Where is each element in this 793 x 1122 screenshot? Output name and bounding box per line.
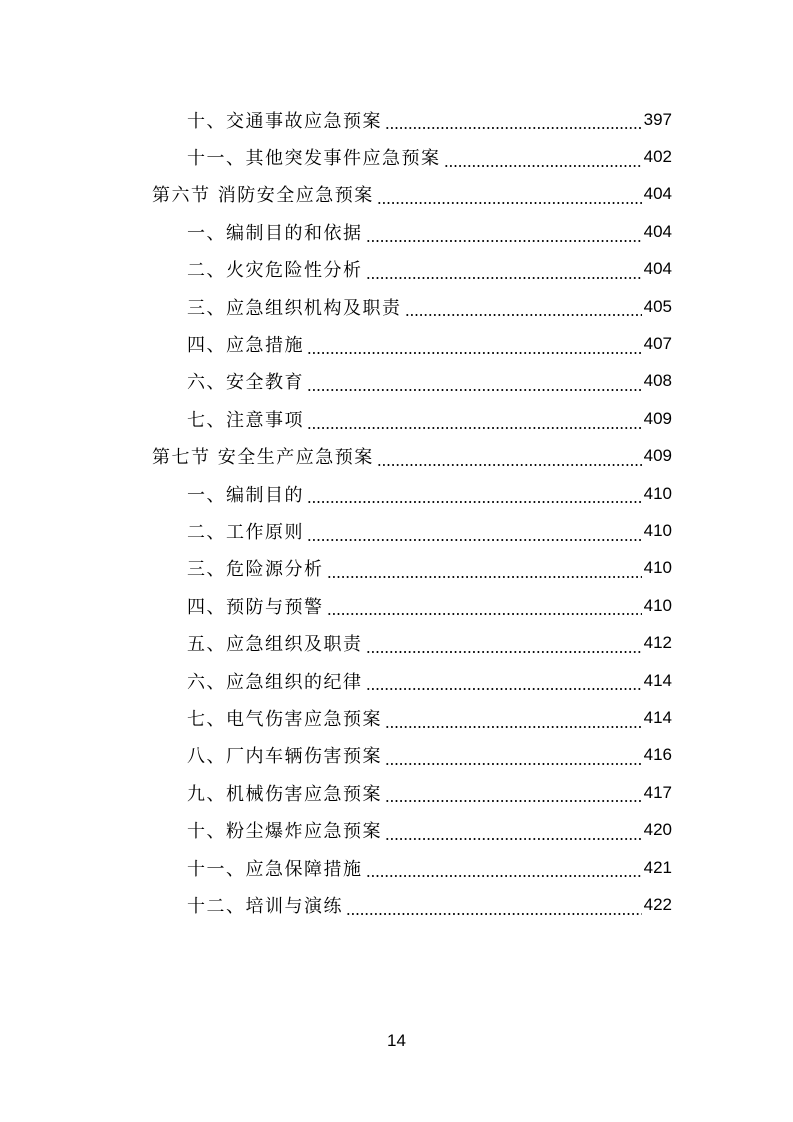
toc-entry-line [152,176,672,213]
toc-entry-title: 第七节 安全生产应急预案 [152,447,374,469]
toc-entry-line [187,512,672,549]
toc-dot-leader [444,150,642,168]
toc-entry-page: 402 [643,147,672,167]
toc-entry-page: 417 [643,782,672,802]
toc-entry[interactable] [0,325,793,362]
toc-entry-line [187,363,672,400]
toc-entry-line [187,811,672,848]
toc-entry-page: 416 [643,745,672,765]
toc-entry-page: 410 [643,595,672,615]
toc-entry-page: 414 [643,707,672,727]
toc-entry-title: 五、应急组织及职责 [187,634,363,656]
toc-entry-page: 421 [643,857,672,877]
toc-entry-title: 十二、培训与演练 [187,895,343,917]
toc-entry-title: 九、机械伤害应急预案 [187,783,382,805]
toc-dot-leader [327,598,642,616]
toc-entry-line [187,737,672,774]
toc-entry-title: 七、电气伤害应急预案 [187,708,382,730]
toc-entry[interactable] [0,101,793,138]
toc-entry-line [187,325,672,362]
toc-entry-line [187,774,672,811]
toc-entry-page: 412 [643,633,672,653]
toc-section-entry[interactable] [0,176,793,213]
toc-entry-line [187,550,672,587]
toc-entry[interactable] [0,662,793,699]
toc-entry-page: 422 [643,894,672,914]
toc-entry[interactable] [0,475,793,512]
toc-entry-title: 七、注意事项 [187,409,304,431]
toc-entry-title: 三、应急组织机构及职责 [187,297,402,319]
toc-entry-page: 410 [643,520,672,540]
toc-entry-title: 十、交通事故应急预案 [187,110,382,132]
toc-entry-title: 六、应急组织的纪律 [187,671,363,693]
toc-entry-line [187,101,672,138]
toc-entry[interactable] [0,213,793,250]
toc-dot-leader [307,337,642,355]
toc-dot-leader [346,898,642,916]
toc-dot-leader [385,785,642,803]
toc-dot-leader [327,561,642,579]
toc-entry-page: 420 [643,820,672,840]
toc-dot-leader [385,748,642,766]
toc-entry-line [187,699,672,736]
toc-entry-line [187,475,672,512]
toc-entry-page: 410 [643,558,672,578]
toc-dot-leader [377,187,642,205]
page-number: 14 [387,1031,406,1050]
toc-entry-line [187,400,672,437]
toc-dot-leader [307,374,642,392]
toc-entry[interactable] [0,811,793,848]
toc-entry-line [187,138,672,175]
toc-entry-title: 十一、其他突发事件应急预案 [187,148,441,170]
toc-entry[interactable] [0,400,793,437]
toc-section-entry[interactable] [0,438,793,475]
toc-dot-leader [405,299,642,317]
toc-entry[interactable] [0,737,793,774]
toc-entry-title: 四、预防与预警 [187,596,324,618]
toc-entry-title: 八、厂内车辆伤害预案 [187,746,382,768]
toc-entry[interactable] [0,363,793,400]
toc-entry-title: 第六节 消防安全应急预案 [152,185,374,207]
toc-entry-title: 十一、应急保障措施 [187,858,363,880]
toc-entry-title: 二、工作原则 [187,521,304,543]
toc-entry-page: 410 [643,483,672,503]
toc-dot-leader [366,262,642,280]
toc-entry-page: 404 [643,184,672,204]
toc-entry-page: 397 [643,109,672,129]
toc-dot-leader [377,449,642,467]
toc-dot-leader [385,711,642,729]
toc-entry-line [187,587,672,624]
toc-entry[interactable] [0,774,793,811]
toc-entry-line [187,662,672,699]
toc-dot-leader [307,524,642,542]
toc-dot-leader [385,823,642,841]
toc-entry-page: 409 [643,408,672,428]
toc-entry-page: 414 [643,670,672,690]
toc-dot-leader [366,636,642,654]
toc-entry-page: 407 [643,334,672,354]
toc-entry-page: 404 [643,221,672,241]
toc-entry[interactable] [0,587,793,624]
toc-dot-leader [385,112,642,130]
toc-entry-title: 六、安全教育 [187,372,304,394]
toc-entry-title: 一、编制目的和依据 [187,222,363,244]
toc-entry[interactable] [0,624,793,661]
toc-entry-title: 四、应急措施 [187,335,304,357]
toc-dot-leader [366,225,642,243]
toc-entry[interactable] [0,849,793,886]
toc-entry[interactable] [0,886,793,923]
toc-entry-page: 409 [643,446,672,466]
toc-entry[interactable] [0,512,793,549]
table-of-contents [0,101,793,924]
toc-entry-line [187,886,672,923]
toc-entry[interactable] [0,550,793,587]
toc-entry[interactable] [0,288,793,325]
toc-dot-leader [307,412,642,430]
toc-entry-page: 404 [643,259,672,279]
toc-dot-leader [366,673,642,691]
toc-entry-page: 408 [643,371,672,391]
toc-entry-title: 三、危险源分析 [187,559,324,581]
toc-dot-leader [307,486,642,504]
toc-entry-page: 405 [643,296,672,316]
toc-entry-line [187,288,672,325]
toc-entry[interactable] [0,699,793,736]
toc-entry[interactable] [0,138,793,175]
toc-entry-line [187,213,672,250]
toc-entry-title: 一、编制目的 [187,484,304,506]
toc-entry-title: 十、粉尘爆炸应急预案 [187,821,382,843]
toc-entry-line [152,438,672,475]
toc-entry-line [187,849,672,886]
toc-entry-line [187,251,672,288]
toc-entry[interactable] [0,251,793,288]
toc-dot-leader [366,860,642,878]
toc-entry-title: 二、火灾危险性分析 [187,260,363,282]
toc-entry-line [187,624,672,661]
